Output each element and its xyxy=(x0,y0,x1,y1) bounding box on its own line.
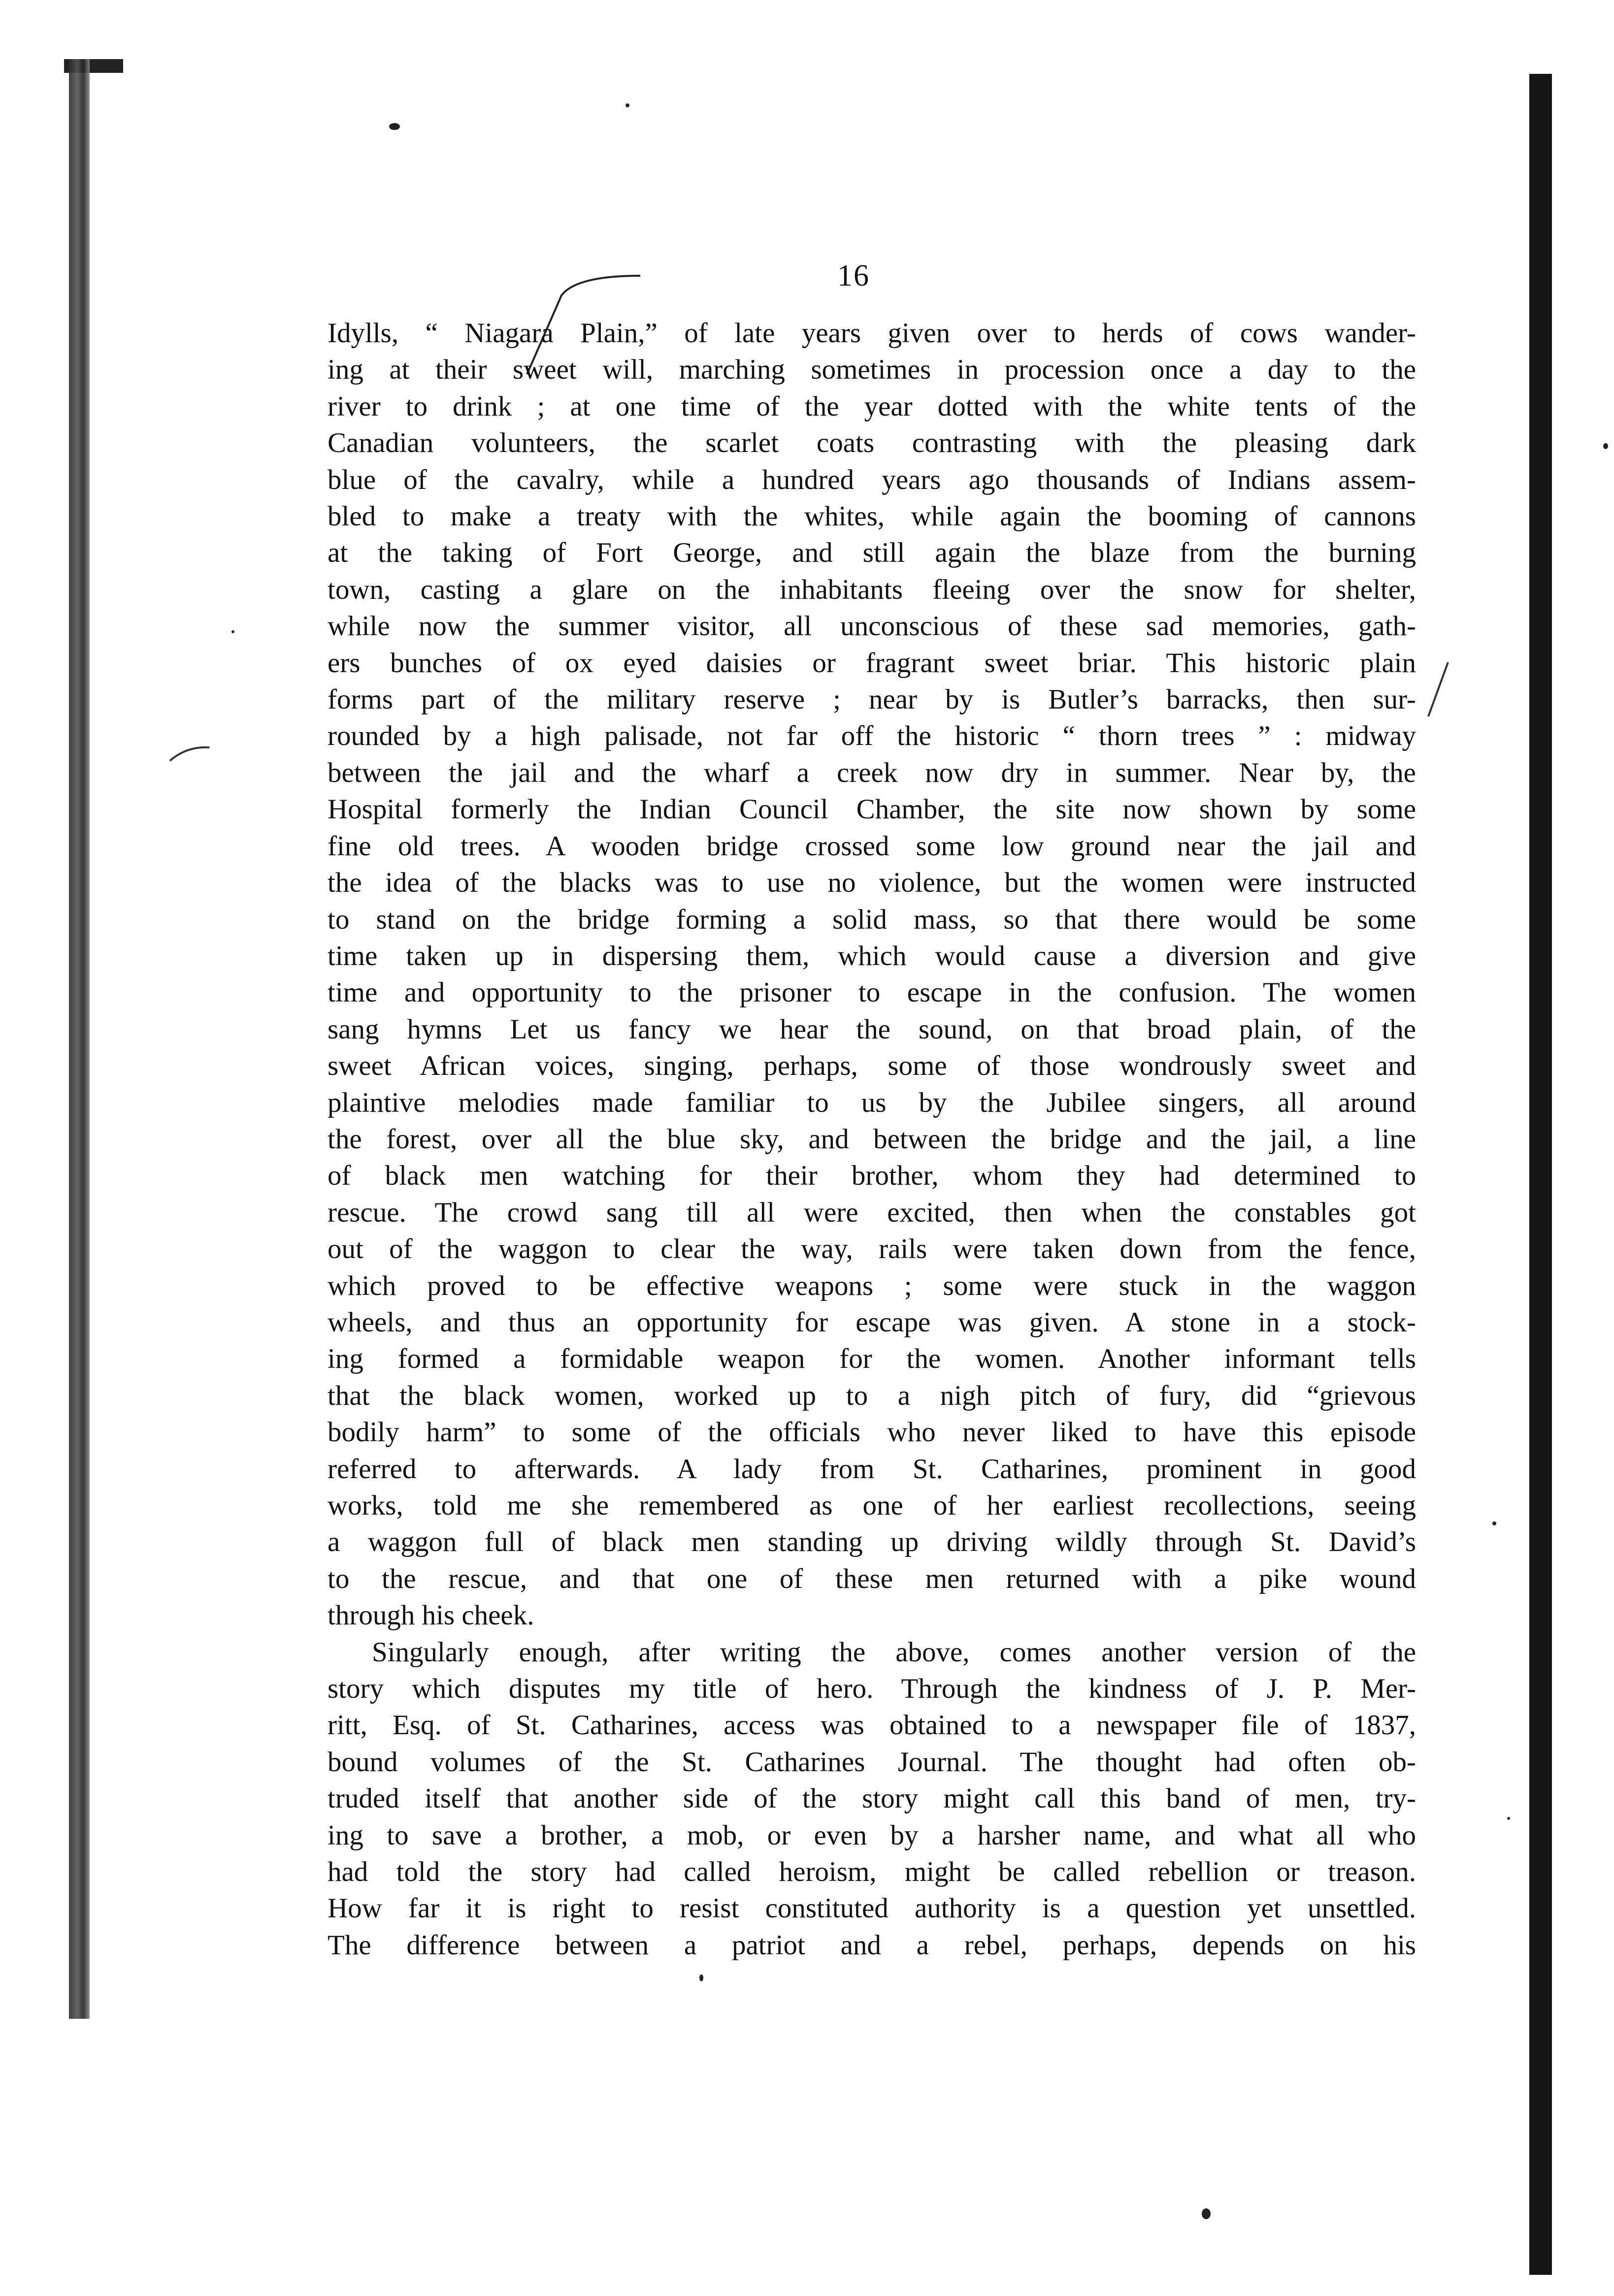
text-line-paragraph-end: through his cheek. xyxy=(328,1600,534,1631)
body-text xyxy=(328,315,1416,1964)
text-line: bled to make a treaty with the whites, while again the booming of cannons xyxy=(328,501,1416,532)
scan-speck xyxy=(389,123,400,130)
text-line: sweet African voices, singing, perhaps, some of those wondrously sweet and xyxy=(328,1050,1416,1082)
text-line: to stand on the bridge forming a solid mass, so that there would be some xyxy=(328,904,1416,935)
scan-speck xyxy=(1603,443,1608,449)
text-line: ing at their sweet will, marching sometimes in procession once a day to the xyxy=(328,354,1416,386)
text-line: Canadian volunteers, the scarlet coats contrasting with the pleasing dark xyxy=(328,427,1416,459)
text-line: rescue. The crowd sang till all were excited, then when the constables got xyxy=(328,1197,1416,1228)
text-line: Hospital formerly the Indian Council Chamber, the site now shown by some xyxy=(328,794,1416,825)
text-line: referred to afterwards. A lady from St. Catharines, prominent in good xyxy=(328,1453,1416,1485)
text-line: out of the waggon to clear the way, rails were taken down from the fence, xyxy=(328,1233,1416,1265)
scan-speck xyxy=(1507,1817,1510,1820)
page-number: 16 xyxy=(837,259,870,292)
margin-annotation-mark xyxy=(1423,660,1453,719)
text-line: wheels, and thus an opportunity for escape was given. A stone in a stock- xyxy=(328,1306,1416,1338)
scan-speck xyxy=(626,103,629,107)
text-line: between the jail and the wharf a creek now dry in summer. Near by, the xyxy=(328,757,1416,788)
text-line: works, told me she remembered as one of her earliest recollections, seeing xyxy=(328,1490,1416,1521)
text-line: town, casting a glare on the inhabitants fleeing over the snow for shelter, xyxy=(328,574,1416,605)
text-line: ing formed a formidable weapon for the women. Another informant tells xyxy=(328,1343,1416,1375)
text-line: blue of the cavalry, while a hundred years ago thousands of Indians assem- xyxy=(328,464,1416,495)
scan-speck xyxy=(231,630,234,633)
text-line: the idea of the blacks was to use no violence, but the women were instructed xyxy=(328,867,1416,899)
text-line: plaintive melodies made familiar to us by the Jubilee singers, all around xyxy=(328,1087,1416,1118)
scan-speck xyxy=(1202,2208,1211,2219)
text-line: time and opportunity to the prisoner to escape in the confusion. The women xyxy=(328,977,1416,1008)
text-line: sang hymns Let us fancy we hear the sound, on that broad plain, of the xyxy=(328,1013,1416,1045)
text-line: rounded by a high palisade, not far off the historic “ thorn trees ” : midway xyxy=(328,720,1416,752)
text-line: The difference between a patriot and a rebel, perhaps, depends on his xyxy=(328,1929,1416,1961)
text-line: the forest, over all the blue sky, and between the bridge and the jail, a line xyxy=(328,1123,1416,1155)
text-line: while now the summer visitor, all unconscious of these sad memories, gath- xyxy=(328,611,1416,642)
text-line-paragraph-start: Singularly enough, after writing the above, comes another version of the xyxy=(372,1636,1416,1668)
scan-left-edge xyxy=(69,59,90,2019)
text-line: which proved to be effective weapons ; some were stuck in the waggon xyxy=(328,1270,1416,1301)
text-line: to the rescue, and that one of these men returned with a pike wound xyxy=(328,1563,1416,1594)
text-line: fine old trees. A wooden bridge crossed some low ground near the jail and xyxy=(328,830,1416,862)
text-line: story which disputes my title of hero. Through the kindness of J. P. Mer- xyxy=(328,1673,1416,1705)
text-line: a waggon full of black men standing up driving wildly through St. David’s xyxy=(328,1526,1416,1558)
text-line: bound volumes of the St. Catharines Journal. The thought had often ob- xyxy=(328,1746,1416,1778)
scan-speck xyxy=(699,1974,703,1981)
text-line: at the taking of Fort George, and still again the blaze from the burning xyxy=(328,537,1416,569)
text-line: ritt, Esq. of St. Catharines, access was obtained to a newspaper file of 1837, xyxy=(328,1710,1416,1741)
text-line: ers bunches of ox eyed daisies or fragrant sweet briar. This historic plain xyxy=(328,647,1416,679)
text-line: Idylls, “ Niagara Plain,” of late years given over to herds of cows wander- xyxy=(328,318,1416,349)
text-line: bodily harm” to some of the officials who never liked to have this episode xyxy=(328,1417,1416,1448)
text-line: truded itself that another side of the story might call this band of men, try- xyxy=(328,1783,1416,1814)
text-line: forms part of the military reserve ; near by is Butler’s barracks, then sur- xyxy=(328,684,1416,715)
text-line: time taken up in dispersing them, which would cause a diversion and give xyxy=(328,940,1416,971)
margin-annotation-mark xyxy=(167,744,212,763)
text-line: How far it is right to resist constituted authority is a question yet unsettled. xyxy=(328,1893,1416,1924)
scan-right-edge xyxy=(1529,74,1552,2275)
text-line: river to drink ; at one time of the year dotted with the white tents of the xyxy=(328,390,1416,422)
text-line: had told the story had called heroism, might be called rebellion or treason. xyxy=(328,1856,1416,1888)
text-line: of black men watching for their brother, whom they had determined to xyxy=(328,1160,1416,1192)
text-line: that the black women, worked up to a nigh pitch of fury, did “grievous xyxy=(328,1380,1416,1411)
scan-speck xyxy=(1492,1521,1496,1525)
text-line: ing to save a brother, a mob, or even by a harsher name, and what all who xyxy=(328,1819,1416,1851)
